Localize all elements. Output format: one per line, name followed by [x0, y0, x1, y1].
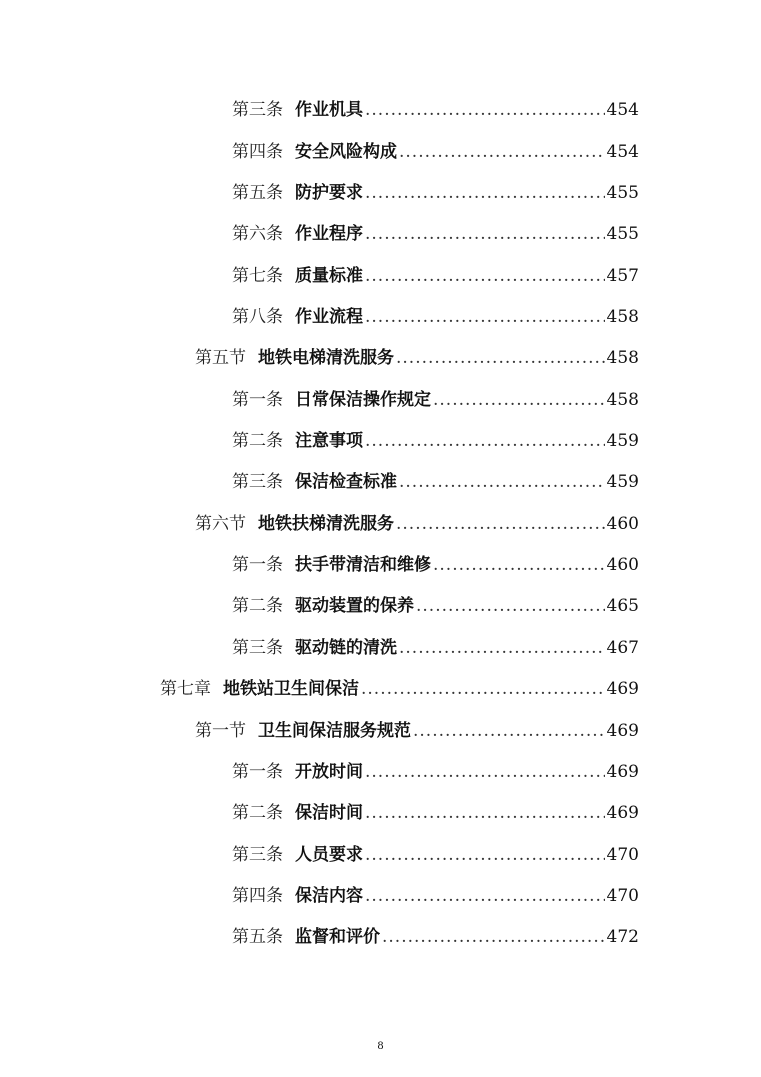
toc-entry[interactable] [232, 181, 639, 205]
toc-title: 日常保洁操作规定 [295, 390, 431, 410]
toc-entry[interactable] [195, 719, 639, 743]
toc-page: 469 [606, 803, 639, 823]
toc-page: 460 [606, 555, 639, 575]
toc-leader [365, 801, 605, 825]
toc-entry[interactable] [232, 594, 639, 618]
toc-leader [399, 636, 605, 660]
toc-title: 质量标准 [295, 266, 363, 286]
toc-entry[interactable] [232, 925, 639, 949]
toc-title: 防护要求 [295, 183, 363, 203]
toc-prefix: 第七章 [160, 679, 211, 699]
toc-prefix: 第三条 [232, 100, 283, 120]
toc-entry[interactable] [160, 677, 639, 701]
page-number: 8 [377, 1038, 384, 1052]
toc-page: 469 [606, 762, 639, 782]
toc-title: 驱动链的清洗 [295, 638, 397, 658]
toc-leader [365, 429, 605, 453]
toc-title: 驱动装置的保养 [295, 596, 414, 616]
toc-page: 458 [606, 307, 639, 327]
toc-page: 459 [606, 431, 639, 451]
toc-prefix: 第三条 [232, 638, 283, 658]
toc-title: 扶手带清洁和维修 [295, 555, 431, 575]
toc-page: 459 [606, 472, 639, 492]
toc-prefix: 第五条 [232, 183, 283, 203]
toc-prefix: 第三条 [232, 845, 283, 865]
toc-page: 454 [606, 100, 639, 120]
toc-entry[interactable] [232, 884, 639, 908]
toc-title: 保洁内容 [295, 886, 363, 906]
toc-entry[interactable] [232, 636, 639, 660]
toc-entry[interactable] [232, 801, 639, 825]
toc-page: 454 [606, 142, 639, 162]
toc-title: 地铁电梯清洗服务 [258, 348, 394, 368]
toc-leader [413, 719, 605, 743]
toc-title: 地铁站卫生间保洁 [223, 679, 359, 699]
toc-entry[interactable] [232, 429, 639, 453]
toc-title: 安全风险构成 [295, 142, 397, 162]
toc-page: 469 [606, 679, 639, 699]
toc-entry[interactable] [232, 305, 639, 329]
toc-page: 458 [606, 390, 639, 410]
toc-prefix: 第一条 [232, 555, 283, 575]
toc-leader [396, 346, 605, 370]
toc-page: 469 [606, 721, 639, 741]
toc-leader [365, 222, 605, 246]
toc-page: 472 [606, 927, 639, 947]
toc-leader [365, 264, 605, 288]
toc-entry[interactable] [195, 346, 639, 370]
toc-leader [365, 181, 605, 205]
toc-title: 卫生间保洁服务规范 [258, 721, 411, 741]
toc-prefix: 第一条 [232, 762, 283, 782]
toc-page: 470 [606, 886, 639, 906]
toc-prefix: 第二条 [232, 596, 283, 616]
toc-entry[interactable] [232, 264, 639, 288]
toc-title: 保洁检查标准 [295, 472, 397, 492]
toc-title: 人员要求 [295, 845, 363, 865]
toc-leader [365, 843, 605, 867]
toc-leader [416, 594, 605, 618]
toc-prefix: 第五条 [232, 927, 283, 947]
toc-prefix: 第六条 [232, 224, 283, 244]
toc-page: 467 [606, 638, 639, 658]
toc-entry[interactable] [232, 843, 639, 867]
toc-leader [365, 305, 605, 329]
toc-leader [365, 760, 605, 784]
toc-entry[interactable] [232, 222, 639, 246]
toc-prefix: 第五节 [195, 348, 246, 368]
toc-prefix: 第一条 [232, 390, 283, 410]
toc-prefix: 第三条 [232, 472, 283, 492]
toc-page: 457 [606, 266, 639, 286]
toc-entry[interactable] [232, 388, 639, 412]
toc-leader [399, 140, 605, 164]
toc-leader [361, 677, 605, 701]
toc-prefix: 第四条 [232, 142, 283, 162]
toc-title: 地铁扶梯清洗服务 [258, 514, 394, 534]
toc-entry[interactable] [232, 470, 639, 494]
toc-leader [433, 388, 605, 412]
toc-page: 470 [606, 845, 639, 865]
toc-prefix: 第二条 [232, 803, 283, 823]
toc-title: 作业流程 [295, 307, 363, 327]
toc-leader [365, 98, 605, 122]
toc-entry[interactable] [232, 98, 639, 122]
toc-prefix: 第二条 [232, 431, 283, 451]
toc-title: 监督和评价 [295, 927, 380, 947]
toc-leader [365, 884, 605, 908]
toc-entry[interactable] [232, 140, 639, 164]
toc-entry[interactable] [232, 553, 639, 577]
toc-leader [433, 553, 605, 577]
toc-page: 455 [606, 224, 639, 244]
toc-leader [399, 470, 605, 494]
toc-page: 455 [606, 183, 639, 203]
toc-page: 458 [606, 348, 639, 368]
toc-leader [396, 512, 605, 536]
toc-title: 开放时间 [295, 762, 363, 782]
toc-title: 注意事项 [295, 431, 363, 451]
toc-prefix: 第四条 [232, 886, 283, 906]
toc-page: 460 [606, 514, 639, 534]
toc-title: 作业机具 [295, 100, 363, 120]
toc-title: 保洁时间 [295, 803, 363, 823]
toc-leader [382, 925, 605, 949]
toc-prefix: 第八条 [232, 307, 283, 327]
toc-entry[interactable] [232, 760, 639, 784]
toc-page: 465 [606, 596, 639, 616]
toc-entry[interactable] [195, 512, 639, 536]
toc-title: 作业程序 [295, 224, 363, 244]
toc-prefix: 第一节 [195, 721, 246, 741]
toc-prefix: 第七条 [232, 266, 283, 286]
toc-prefix: 第六节 [195, 514, 246, 534]
